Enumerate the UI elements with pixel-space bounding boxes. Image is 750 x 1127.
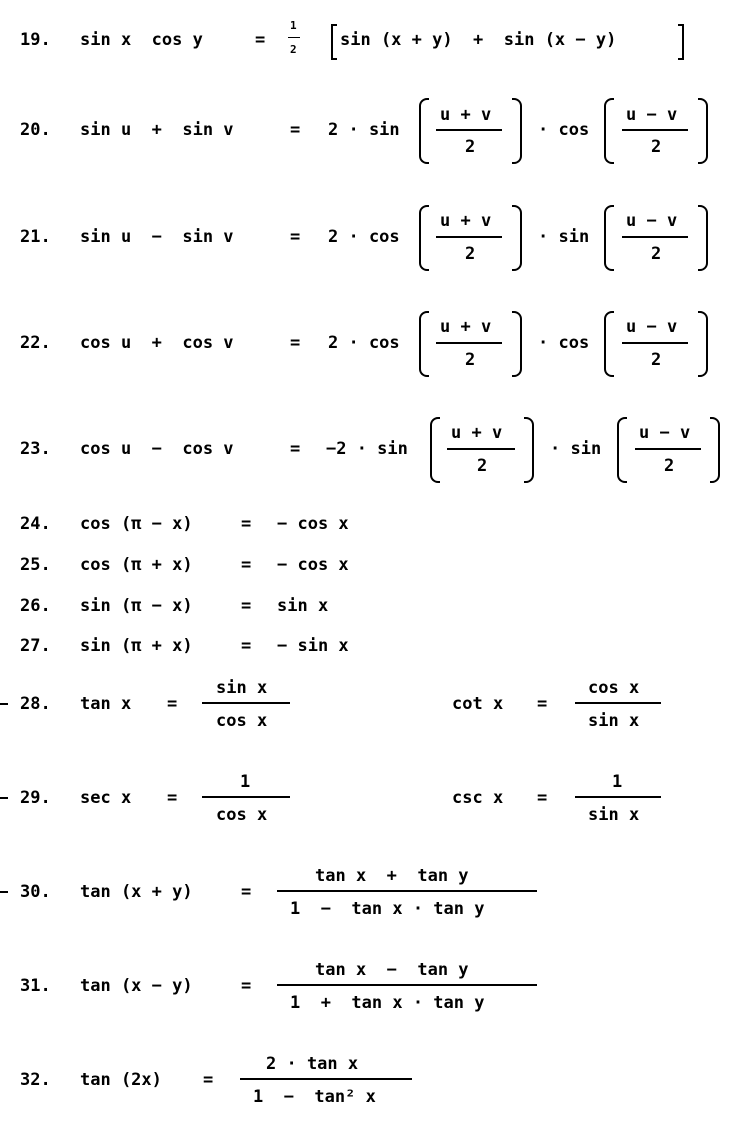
formula-lhs: cos (π − x) [80, 514, 193, 534]
fraction-numerator: u − v [639, 423, 691, 443]
fraction-numerator: u + v [440, 317, 492, 337]
margin-mark [0, 797, 8, 799]
formula-number: 32. [20, 1070, 51, 1090]
left-paren [419, 205, 429, 271]
equals-sign: = [290, 120, 301, 140]
coefficient-function: −2 · sin [326, 439, 408, 459]
fraction-numerator: sin x [216, 678, 268, 698]
left-paren [419, 311, 429, 377]
fraction-denominator: 2 [664, 456, 675, 476]
fraction-denominator: 2 [465, 244, 476, 264]
left-paren [604, 98, 614, 164]
formula-number: 22. [20, 333, 51, 353]
equals-sign: = [241, 555, 252, 575]
formula-lhs: sin x cos y [80, 30, 203, 50]
middle-operator: · sin [550, 439, 602, 459]
equals-sign: = [537, 788, 548, 808]
formula-number: 24. [20, 514, 51, 534]
formula-lhs: sin (π − x) [80, 596, 193, 616]
fraction-bar [575, 796, 661, 798]
formula-number: 20. [20, 120, 51, 140]
formula-rhs: − cos x [277, 514, 349, 534]
left-paren [604, 205, 614, 271]
formula-number: 27. [20, 636, 51, 656]
formula-rhs: sin x [277, 596, 329, 616]
fraction-denominator: 1 + tan x · tan y [290, 993, 485, 1013]
right-paren [512, 98, 522, 164]
fraction-denominator: 2 [651, 244, 662, 264]
formula-lhs: tan (x − y) [80, 976, 193, 996]
coefficient-function: 2 · sin [328, 120, 400, 140]
formula-lhs: sin u + sin v [80, 120, 234, 140]
half-denominator: 2 [290, 43, 297, 56]
fraction-numerator: u − v [626, 211, 678, 231]
left-bracket [331, 24, 337, 60]
fraction-bar [240, 1078, 412, 1080]
right-paren [512, 205, 522, 271]
formula-number: 30. [20, 882, 51, 902]
fraction-bar [202, 796, 290, 798]
right-bracket [678, 24, 684, 60]
fraction-denominator: 2 [465, 137, 476, 157]
right-paren [698, 98, 708, 164]
fraction-numerator: 1 [240, 772, 251, 792]
margin-mark [0, 703, 8, 705]
left-paren [419, 98, 429, 164]
equals-sign: = [241, 596, 252, 616]
formula-lhs: sin (π + x) [80, 636, 193, 656]
fraction-numerator: u − v [626, 317, 678, 337]
fraction-numerator: tan x + tan y [315, 866, 469, 886]
middle-operator: · cos [538, 333, 590, 353]
right-paren [698, 311, 708, 377]
fraction-numerator: u + v [440, 211, 492, 231]
formula-lhs: tan x [80, 694, 132, 714]
equals-sign: = [241, 976, 252, 996]
formula-lhs: cos (π + x) [80, 555, 193, 575]
fraction-denominator: sin x [588, 711, 640, 731]
fraction-numerator: u + v [440, 105, 492, 125]
formula-lhs: cos u − cos v [80, 439, 234, 459]
equals-sign: = [167, 694, 178, 714]
fraction-numerator: cos x [588, 678, 640, 698]
fraction-denominator: 2 [465, 350, 476, 370]
formula-rhs: − sin x [277, 636, 349, 656]
fraction-bar [202, 702, 290, 704]
right-paren [512, 311, 522, 377]
fraction-numerator: u + v [451, 423, 503, 443]
fraction-bar [622, 236, 688, 238]
formula-number: 31. [20, 976, 51, 996]
half-numerator: 1 [290, 19, 297, 32]
equals-sign: = [203, 1070, 214, 1090]
fraction-bar [436, 129, 502, 131]
fraction-bar [277, 984, 537, 986]
formula-lhs: cos u + cos v [80, 333, 234, 353]
formula-lhs: tan (x + y) [80, 882, 193, 902]
formula-lhs-2: csc x [452, 788, 504, 808]
fraction-bar [447, 448, 515, 450]
formula-lhs: sin u − sin v [80, 227, 234, 247]
fraction-denominator: 1 − tan² x [253, 1087, 376, 1107]
equals-sign: = [537, 694, 548, 714]
formula-rhs: sin (x + y) + sin (x − y) [340, 30, 617, 50]
formula-number: 23. [20, 439, 51, 459]
formula-lhs: sec x [80, 788, 132, 808]
margin-mark [0, 891, 8, 893]
formula-number: 26. [20, 596, 51, 616]
equals-sign: = [255, 30, 266, 50]
formula-number: 28. [20, 694, 51, 714]
equals-sign: = [290, 333, 301, 353]
left-paren [430, 417, 440, 483]
coefficient-function: 2 · cos [328, 333, 400, 353]
formula-number: 25. [20, 555, 51, 575]
formula-lhs-2: cot x [452, 694, 504, 714]
fraction-denominator: sin x [588, 805, 640, 825]
fraction-bar [635, 448, 701, 450]
right-paren [524, 417, 534, 483]
fraction-denominator: cos x [216, 805, 268, 825]
fraction-numerator: 1 [612, 772, 623, 792]
fraction-numerator: tan x − tan y [315, 960, 469, 980]
equals-sign: = [167, 788, 178, 808]
left-paren [604, 311, 614, 377]
fraction-denominator: 2 [651, 350, 662, 370]
fraction-bar [622, 342, 688, 344]
left-paren [617, 417, 627, 483]
fraction-denominator: 2 [651, 137, 662, 157]
fraction-bar [575, 702, 661, 704]
fraction-bar [436, 342, 502, 344]
middle-operator: · sin [538, 227, 590, 247]
fraction-numerator: u − v [626, 105, 678, 125]
fraction-denominator: 1 − tan x · tan y [290, 899, 485, 919]
formula-number: 29. [20, 788, 51, 808]
coefficient-function: 2 · cos [328, 227, 400, 247]
fraction-bar [277, 890, 537, 892]
equals-sign: = [241, 882, 252, 902]
fraction-bar [622, 129, 688, 131]
equals-sign: = [241, 514, 252, 534]
equals-sign: = [241, 636, 252, 656]
formula-number: 19. [20, 30, 51, 50]
fraction-numerator: 2 · tan x [266, 1054, 359, 1074]
right-paren [698, 205, 708, 271]
equals-sign: = [290, 227, 301, 247]
formula-number: 21. [20, 227, 51, 247]
right-paren [710, 417, 720, 483]
equals-sign: = [290, 439, 301, 459]
half-fraction-bar [288, 37, 300, 38]
fraction-denominator: cos x [216, 711, 268, 731]
fraction-denominator: 2 [477, 456, 488, 476]
formula-rhs: − cos x [277, 555, 349, 575]
formula-lhs: tan (2x) [80, 1070, 162, 1090]
middle-operator: · cos [538, 120, 590, 140]
fraction-bar [436, 236, 502, 238]
